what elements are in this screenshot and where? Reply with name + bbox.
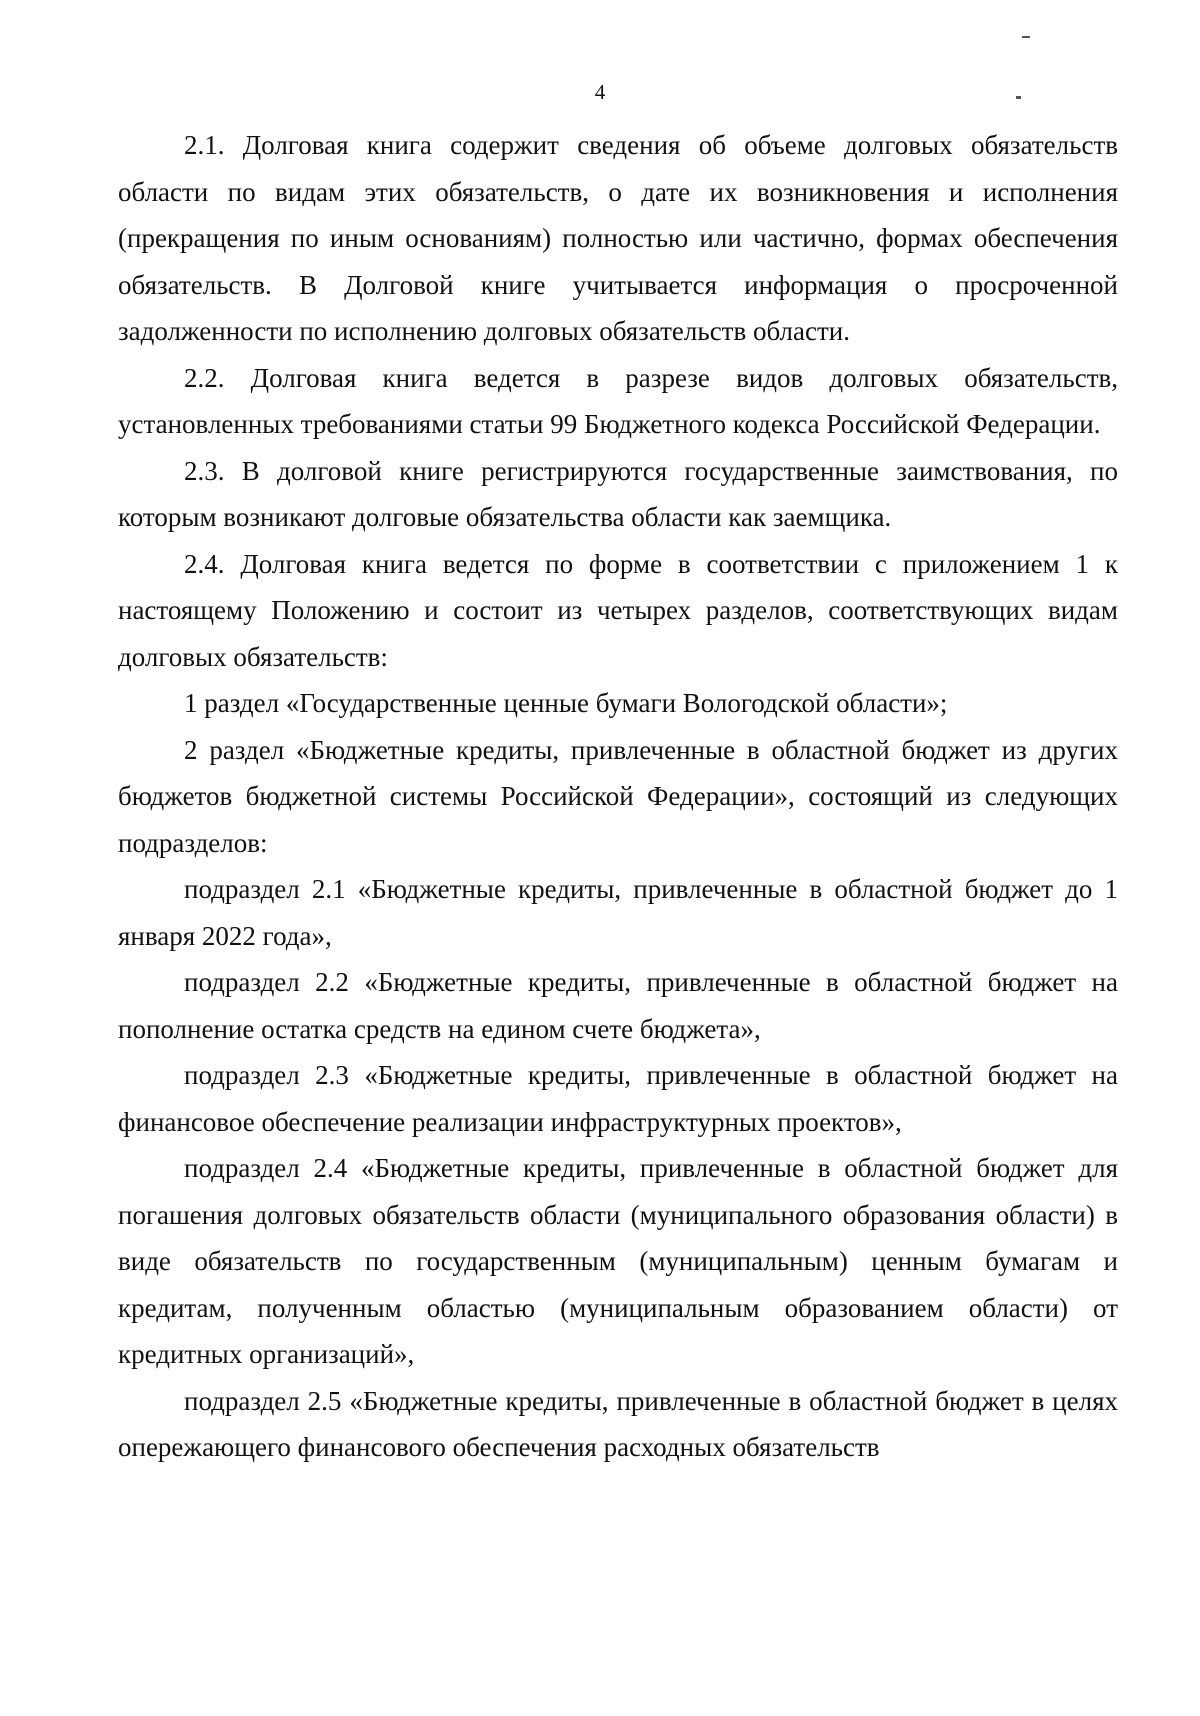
paragraph-2-2: 2.2. Долговая книга ведется в разрезе видов долговых обязательств, установленных требованиями статьи 99 Бюджетного кодекса Российской Федерации. (118, 362, 1118, 439)
scan-artifact-mark (1022, 36, 1030, 38)
section-1-item: 1 раздел «Государственные ценные бумаги Вологодской области»; (184, 688, 948, 718)
paragraph-2-3: 2.3. В долговой книге регистрируются государственные заимствования, по которым возникают долговые обязательства области как заемщика. (118, 455, 1118, 532)
subsection-2-1-item: подраздел 2.1 «Бюджетные кредиты, привлеченные в областной бюджет до 1 января 2022 года», (118, 874, 1118, 951)
subsection-2-4-item: подраздел 2.4 «Бюджетные кредиты, привлеченные в областной бюджет для погашения долговых обязательств области (муниципального образования области) в виде обязательств по государственным (муниципальным) ценным бумагам и кредитам, полученным областью (муниципальным образованием области) от кредитных организаций», (118, 1153, 1118, 1369)
subsection-2-2-item: подраздел 2.2 «Бюджетные кредиты, привлеченные в областной бюджет на пополнение остатка средств на едином счете бюджета», (118, 967, 1118, 1044)
page-number: 4 (594, 80, 606, 104)
document-body (118, 122, 1118, 1471)
subsection-2-3-item: подраздел 2.3 «Бюджетные кредиты, привлеченные в областной бюджет на финансовое обеспечение реализации инфраструктурных проектов», (118, 1060, 1118, 1137)
paragraph-2-1: 2.1. Долговая книга содержит сведения об объеме долговых обязательств области по видам этих обязательств, о дате их возникновения и исполнения (прекращения по иным основаниям) полностью или частично, формах обеспечения обязательств. В Долговой книге учитывается информация о просроченной задолженности по исполнению долговых обязательств области. (118, 130, 1118, 346)
section-2-item: 2 раздел «Бюджетные кредиты, привлеченные в областной бюджет из других бюджетов бюджетной системы Российской Федерации», состоящий из следующих подразделов: (118, 734, 1118, 858)
paragraph-2-4: 2.4. Долговая книга ведется по форме в соответствии с приложением 1 к настоящему Положению и состоит из четырех разделов, соответствующих видам долговых обязательств: (118, 548, 1118, 672)
subsection-2-5-item: подраздел 2.5 «Бюджетные кредиты, привлеченные в областной бюджет в целях опережающего финансового обеспечения расходных обязательств (118, 1385, 1118, 1462)
